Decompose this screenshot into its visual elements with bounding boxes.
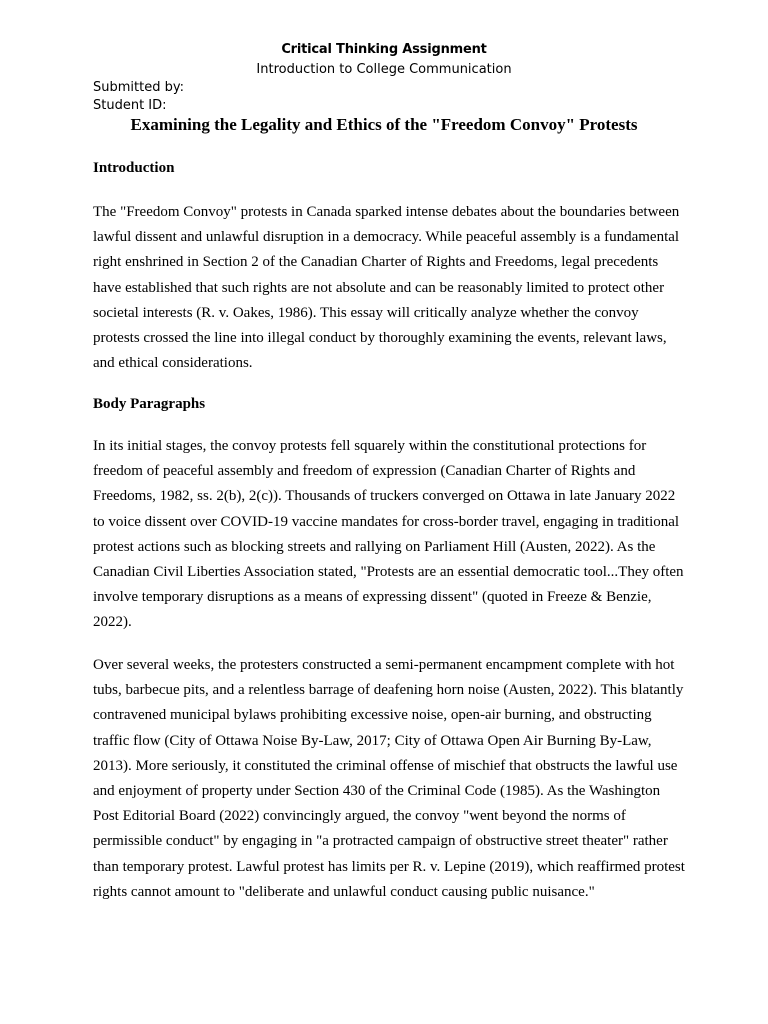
body-paragraph-2: Over several weeks, the protesters constructed a semi-permanent encampment complete with hot tubs, barbecue pits, and a relentless barrage of deafening horn noise (Austen, 2022). This blatantly contravened municipal bylaws prohibiting excessive noise, open-air burning, and obstructing traffic flow (City of Ottawa Noise By-Law, 2017; City of Ottawa Open Air Burning By-Law, 2013). More seriously, it constituted the criminal offense of mischief that obstructs the lawful use and enjoyment of property under Section 430 of the Criminal Code (1985). As the Washington Post Editorial Board (2022) convincingly argued, the convoy "went beyond the norms of permissible conduct" by engaging in "a protracted campaign of obstructive street theater" rather than temporary protest. Lawful protest has limits per R. v. Lepine (2019), which reaffirmed protest rights cannot amount to "deliberate and unlawful conduct causing public nuisance." (93, 657, 685, 900)
essay-title: Examining the Legality and Ethics of the "Freedom Convoy" Protests (130, 115, 638, 134)
body-paragraphs-heading: Body Paragraphs (93, 396, 206, 412)
body-paragraph-1: In its initial stages, the convoy protests fell squarely within the constitutional protections for freedom of peaceful assembly and freedom of expression (Canadian Charter of Rights and Freedoms, 1982, ss. 2(b), 2(c)). Thousands of truckers converged on Ottawa in late January 2022 to voice dissent over COVID-19 vaccine mandates for cross-border travel, engaging in traditional protest actions such as blocking streets and rallying on Parliament Hill (Austen, 2022). As the Canadian Civil Liberties Association stated, "Protests are an essential democratic tool...They often involve temporary disruptions as a means of expressing dissent" (quoted in Freeze & Benzie, 2022). (93, 438, 684, 631)
student-id-label: Student ID: (93, 98, 167, 113)
intro-paragraph: The "Freedom Convoy" protests in Canada sparked intense debates about the boundaries between lawful dissent and unlawful disruption in a democracy. While peaceful assembly is a fundamental right enshrined in Section 2 of the Canadian Charter of Rights and Freedoms, legal precedents have established that such rights are not absolute and can be reasonably limited to protect other societal interests (R. v. Oakes, 1986). This essay will critically analyze whether the convoy protests crossed the line into illegal conduct by thoroughly examining the events, relevant laws, and ethical considerations. (93, 204, 680, 372)
course-name: Introduction to College Communication (256, 62, 512, 77)
assignment-title: Critical Thinking Assignment (281, 42, 487, 57)
introduction-heading: Introduction (93, 160, 175, 176)
submitted-by-label: Submitted by: (93, 80, 184, 95)
